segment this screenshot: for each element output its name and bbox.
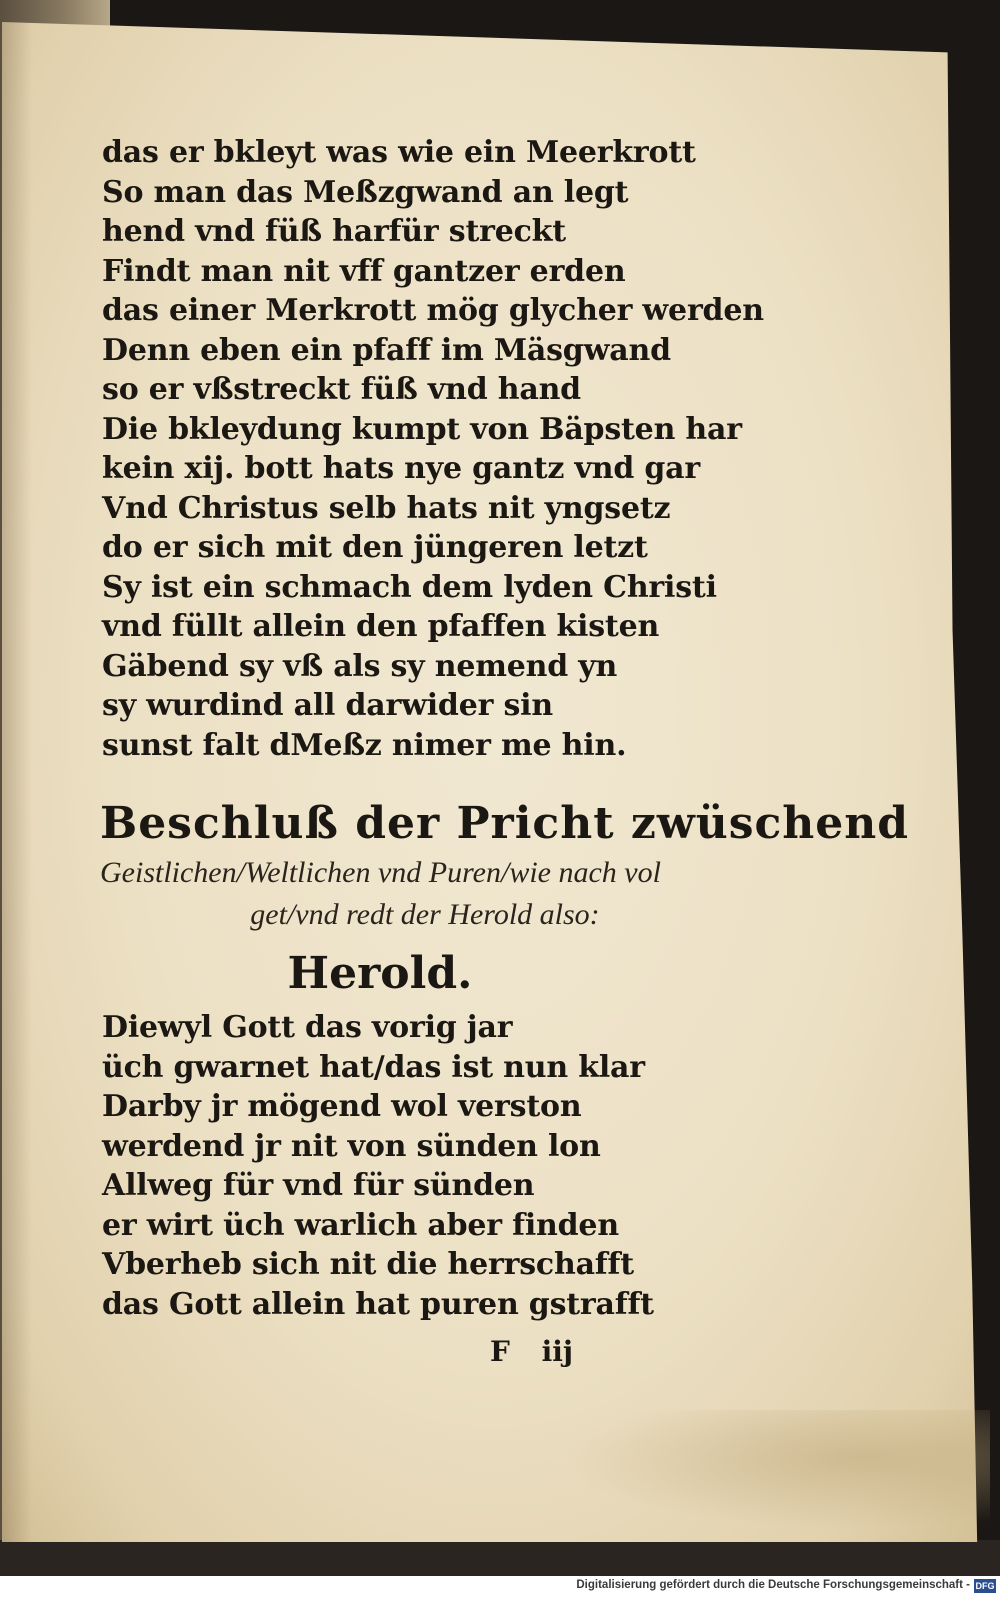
verse-line: sunst falt dMeßz nimer me hin. [102, 727, 627, 763]
verse-block-bottom [102, 1008, 654, 1324]
verse-line: Vnd Christus selb hats nit yngsetz [102, 490, 671, 526]
verse-block-top [102, 133, 764, 765]
footer-credit: Digitalisierung gefördert durch die Deutsche Forschungsgemeinschaft - [576, 1579, 970, 1591]
section-heading: Beschluß der Pricht zwüschend [100, 798, 910, 849]
paper-stain [560, 1410, 990, 1530]
verse-line: sy wurdind all darwider sin [102, 688, 553, 723]
digitization-footer [0, 1576, 1000, 1597]
verse-line: Findt man nit vff gantzer erden [102, 253, 626, 289]
verse-line: hend vnd füß harfür streckt [102, 214, 566, 249]
verse-line: Denn eben ein pfaff im Mäsgwand [102, 332, 671, 368]
verse-line: Die bkleydung kumpt von Bäpsten har [102, 411, 742, 447]
verse-line: Allweg für vnd für sünden [102, 1168, 535, 1203]
verse-line: So man das Meßzgwand an legt [102, 174, 629, 210]
verse-line: das einer Merkrott mög glycher werden [102, 293, 764, 328]
verse-line: das er bkleyt was wie ein Meerkrott [102, 135, 696, 170]
verse-line: Diewyl Gott das vorig jar [102, 1010, 513, 1045]
dfg-logo: DFG [975, 1581, 995, 1591]
section-subheading-line-2: get/vnd redt der Herold also: [250, 898, 600, 931]
verse-line: kein xij. bott hats nye gantz vnd gar [102, 451, 700, 486]
verse-line: Darby jr mögend wol verston [102, 1089, 582, 1124]
signature-mark: F iij [490, 1335, 574, 1368]
scan-bottom-backdrop [0, 1540, 1000, 1576]
verse-line: vnd füllt allein den pfaffen kisten [102, 609, 660, 644]
verse-line: Gäbend sy vß als sy nemend yn [102, 648, 618, 684]
speaker-name: Herold. [287, 948, 473, 999]
verse-line: üch gwarnet hat/das ist nun klar [102, 1049, 645, 1085]
verse-line: das Gott allein hat puren gstrafft [102, 1286, 654, 1322]
verse-line: werdend jr nit von sünden lon [102, 1128, 601, 1164]
verse-line: do er sich mit den jüngeren letzt [102, 530, 648, 565]
verse-line: Sy ist ein schmach dem lyden Christi [102, 569, 717, 605]
page-gutter-shadow [2, 22, 32, 1542]
verse-line: Vberheb sich nit die herrschafft [102, 1247, 634, 1282]
verse-line: so er vßstreckt füß vnd hand [102, 372, 581, 407]
section-subheading-line-1: Geistlichen/Weltlichen vnd Puren/wie nach vol [100, 856, 661, 889]
verse-line: er wirt üch warlich aber finden [102, 1207, 619, 1243]
